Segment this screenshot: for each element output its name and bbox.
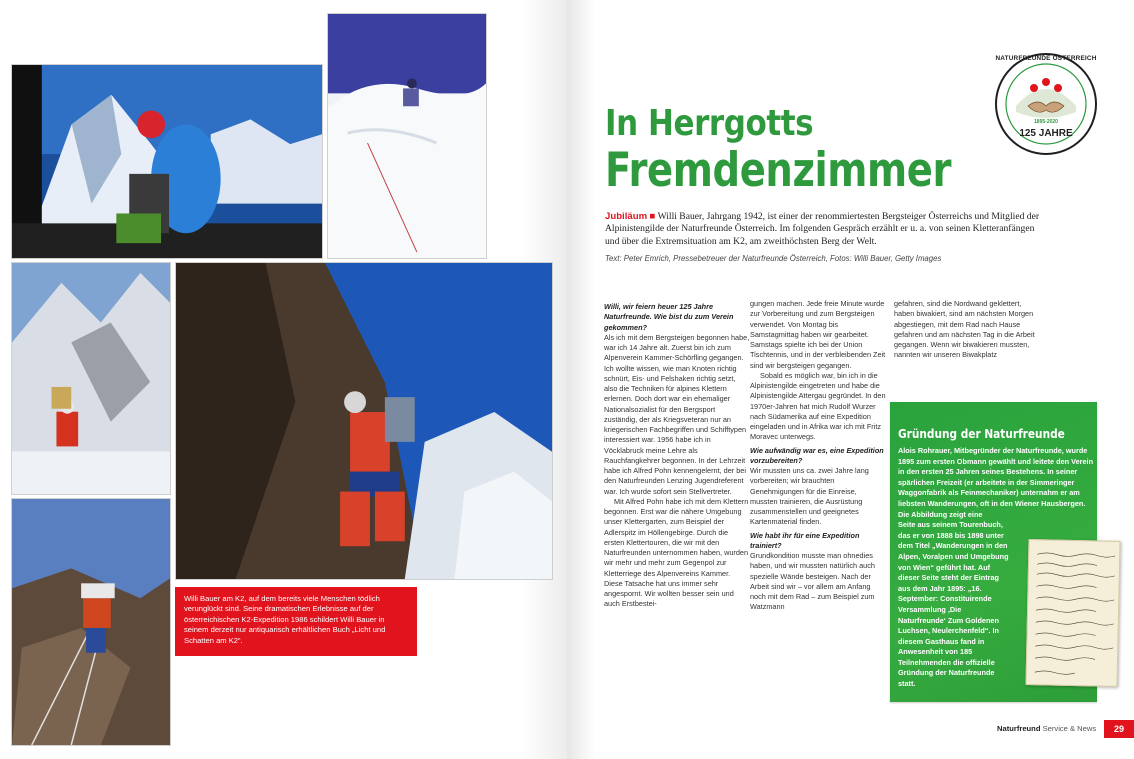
- title-line-2: Fremdenzimmer: [605, 143, 952, 198]
- article-title: [605, 104, 1005, 198]
- article-credits: Text: Peter Emrich, Pressebetreuer der Naturfreunde Österreich, Fotos: Willi Bauer, Getty Images: [605, 254, 942, 263]
- photo-climber-fixed-ropes: [11, 498, 171, 746]
- photo-climber-snow-slope: [327, 13, 487, 259]
- answer-1b: Mit Alfred Pohn habe ich mit dem Klettern begonnen. Erst war die nähere Umgebung unser Klettergarten, zum Beispiel der Adlerspitz im Höllengebirge. Durch die ersten Klettertouren, die wir mit den Naturfreunden unternommen haben, wurden wir mehr und mehr zum Gegenpol zur Kletterriege des Alpenvereins Kammer. Diese Tatsache hat uns immer sehr angespornt. Wir wollten besser sein und auch Erstbestei-: [604, 496, 749, 609]
- badge-top-text: NATURFREUNDE ÖSTERREICH: [995, 55, 1097, 62]
- photo-climber-rock-face: [175, 262, 553, 580]
- footer-brand: Naturfreund: [997, 724, 1041, 733]
- info-box-text-bottom: Seite aus seinem Tourenbuch, das er von 1888 bis 1898 unter dem Titel „Wanderungen in den Alpen, Voralpen und Umgebung von Wien“ geführt hat. Auf dieser Seite steht der Eintrag aus dem Jahr 1895: „16. September: Constituirende Versammlung ‚Die Naturfreunde‘ Zum Goldenen Luchsen, Neulerchenfeld“. In diesem Gasthaus fand in Anwesenheit von 185 Teilnehmenden die offizielle Gründung der Naturfreunde statt.: [898, 520, 1009, 689]
- answer-1: Als ich mit dem Bergsteigen begonnen habe, war ich 14 Jahre alt. Zuerst bin ich zum Alpenverein Kammer-Schörfling gegangen. Ich wollte wissen, wie man Knoten richtig schnürt, Eis- und Felshaken richtig setzt, also die Techniken für alpines Klettern erlernen. Doch dort war ein ehemaliger Nationalsozialist für den Bergsport zuständig, der als Kriegsveteran nur an kriegerischen Fachbegriffen und Schifftypen interessiert war. 1956 habe ich in Vöcklabruck meine Lehre als Rauchfangkehrer begonnen. In der Lehrzeit habe ich Alfred Pohn kennengelernt, der bei den Naturfreunden Lenzing Jugendreferent war. Ich wurde sofort sein Stellvertreter.: [604, 332, 750, 496]
- info-box-text-top: Alois Rohrauer, Mitbegründer der Naturfreunde, wurde 1895 zum ersten Obmann gewählt und leitete den Verein in den ersten 25 Jahren seines Bestehens. In seiner spärlichen Freizeit (er arbeitete in der Simmeringer Waggonfabrik als Feinmechaniker) unternahm er am liebsten Wanderungen, oft in den Wiener Hausbergen. Die Abbildung zeigt eine: [898, 446, 1094, 519]
- answer-2: gungen machen. Jede freie Minute wurde zur Vorbereitung und zum Bergsteigen verwendet. Von Montag bis Samstagmittag haben wir gearbeitet. Samstags spielte ich bei der Union Tischtennis, und in der verbleibenden Zeit sind wir bergsteigen gegangen.: [750, 299, 886, 370]
- title-line-1: In Herrgotts: [605, 103, 814, 144]
- anniversary-badge: [994, 52, 1098, 156]
- text-column-3: [894, 299, 1041, 361]
- footer-section: Service & News: [1042, 724, 1097, 733]
- badge-bottom-text: 125 JAHRE: [1019, 128, 1073, 139]
- answer-5: gefahren, sind die Nordwand geklettert, haben biwakiert, sind am nächsten Morgen abgestiegen, mit dem Rad nach Hause gefahren und am nächsten Tag in die Arbeit gegangen. Wenn wir biwakieren mussten, nannten wir unseren Biwakplatz: [894, 299, 1035, 360]
- photo-climber-ridge: [11, 262, 171, 495]
- text-column-1: [604, 299, 750, 610]
- page-number: 29: [1104, 720, 1134, 738]
- photo-climber-blue-jacket: [11, 64, 323, 259]
- right-page: [567, 0, 1134, 759]
- lead-paragraph: [605, 211, 1045, 248]
- question-1: Willi, wir feiern heuer 125 Jahre Naturfreunde. Wie bist du zum Verein gekommen?: [604, 302, 734, 332]
- info-box-title: Gründung der Naturfreunde: [898, 427, 1065, 441]
- flower-icon: [1030, 84, 1038, 92]
- square-bullet-icon: ■: [649, 211, 656, 222]
- question-2: Wie aufwändig war es, eine Expedition vorzubereiten?: [750, 445, 884, 465]
- photo-caption: Willi Bauer am K2, auf dem bereits viele Menschen tödlich verunglückt sind. Seine dramatischen Erlebnisse auf der österreichischen K2-Expedition 1986 schildert Willi Bauer in seinem derzeit nur antiquarisch erhältlichen Buch „Licht und Schatten am K2“.: [175, 587, 417, 656]
- tourbook-page-image: [1025, 539, 1120, 687]
- answer-3: Wir mussten uns ca. zwei Jahre lang vorbereiten; wir brauchten Genehmigungen für die Einreise, mussten trainieren, die Ausrüstung zusammenstellen und geeignetes Kartenmaterial finden.: [750, 466, 869, 527]
- page-footer: [997, 724, 1096, 733]
- lead-text: Willi Bauer, Jahrgang 1942, ist einer der renommiertesten Bergsteiger Österreichs und Mitglied der Alpinistengilde der Naturfreunde Österreich. Im folgenden Gespräch erzählt er u. a. von seinen Kletteranfängen und über die Extremsituation am K2, am zweithöchsten Berg der Welt.: [605, 211, 1040, 247]
- answer-4: Grundkondition musste man ohnedies haben, und wir mussten natürlich auch spezielle Wände besteigen. Nach der Arbeit sind wir – vor allem am Anfang noch mit dem Rad – zum Beispiel zum Watzmann: [750, 551, 875, 612]
- text-column-2: [750, 299, 886, 613]
- badge-years: 1895-2020: [1034, 119, 1058, 125]
- answer-2b: Sobald es möglich war, bin ich in die Alpinistengilde eingetreten und habe die Alpinistengilde Attergau gegründet. In den 1970er-Jahren hat mich Rudolf Wurzer nach Südamerika auf eine Expedition eingeladen und in Afrika war ich mit Fritz Moravec unterwegs.: [750, 370, 886, 442]
- question-3: Wie habt ihr für eine Expedition trainiert?: [750, 530, 860, 550]
- lead-kicker: Jubiläum: [605, 211, 648, 222]
